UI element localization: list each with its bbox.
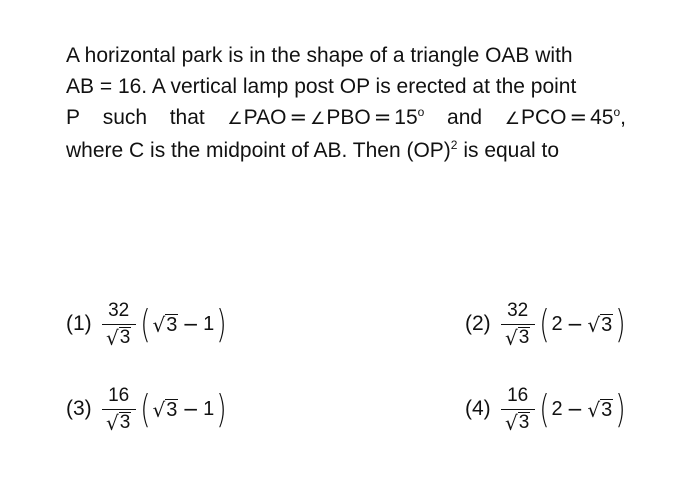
fraction-bar bbox=[501, 324, 535, 325]
sqrt-symbol: √ bbox=[106, 326, 119, 350]
equals-1: = bbox=[289, 105, 308, 129]
value-45: 45 bbox=[590, 106, 614, 129]
angle-symbol-2: ∠ bbox=[310, 109, 326, 129]
word-such: such bbox=[102, 106, 148, 129]
right-paren: ) bbox=[216, 302, 227, 346]
question-line-3 bbox=[66, 102, 626, 135]
term-two: 2 bbox=[551, 397, 563, 420]
sqrt-three: √ 3 bbox=[152, 312, 178, 337]
option-4-expression bbox=[537, 387, 628, 431]
option-2-label: (2) bbox=[465, 312, 491, 335]
option-2-fraction bbox=[501, 300, 535, 348]
minus-sign: − bbox=[182, 312, 200, 336]
comma: , bbox=[620, 106, 626, 129]
sqrt-symbol: √ bbox=[505, 326, 518, 350]
left-paren: ( bbox=[538, 387, 550, 431]
option-4-label: (4) bbox=[465, 397, 491, 420]
angle-symbol-3: ∠ bbox=[504, 109, 520, 129]
fraction-bar bbox=[102, 324, 136, 325]
question-text bbox=[66, 40, 646, 166]
degree-2: o bbox=[613, 105, 621, 119]
angle-pao: PAO bbox=[243, 106, 287, 129]
left-paren: ( bbox=[139, 387, 151, 431]
word-p: P bbox=[66, 106, 81, 129]
option-1-label: (1) bbox=[66, 312, 92, 335]
equals-2: = bbox=[373, 105, 392, 129]
term-one: 1 bbox=[203, 312, 215, 335]
right-paren: ) bbox=[615, 387, 626, 431]
equals-3: = bbox=[569, 105, 588, 129]
right-paren: ) bbox=[216, 387, 227, 431]
left-paren: ( bbox=[139, 302, 151, 346]
option-1-numerator: 32 bbox=[108, 300, 130, 321]
right-paren: ) bbox=[615, 302, 626, 346]
option-2-denominator: √ 3 bbox=[505, 326, 530, 350]
degree-1: o bbox=[417, 105, 425, 119]
minus-sign: − bbox=[566, 397, 584, 421]
option-1[interactable] bbox=[66, 300, 229, 348]
option-4[interactable] bbox=[465, 385, 628, 433]
angle-equation-1 bbox=[227, 102, 424, 135]
option-3-label: (3) bbox=[66, 397, 92, 420]
question-line-4 bbox=[66, 135, 646, 166]
term-two: 2 bbox=[551, 312, 563, 335]
option-3-expression bbox=[138, 387, 229, 431]
exponent-2: 2 bbox=[450, 138, 458, 152]
sqrt-three: √ 3 bbox=[152, 397, 178, 422]
option-3[interactable] bbox=[66, 385, 229, 433]
option-2-expression bbox=[537, 302, 628, 346]
line4-text: where C is the midpoint of AB. Then (OP) bbox=[66, 139, 451, 162]
left-paren: ( bbox=[538, 302, 550, 346]
sqrt-three: √ 3 bbox=[587, 312, 613, 337]
option-1-denominator: √ 3 bbox=[106, 326, 131, 350]
minus-sign: − bbox=[182, 397, 200, 421]
question-line-2: AB = 16. A vertical lamp post OP is erected at the point bbox=[66, 75, 577, 98]
fraction-bar bbox=[501, 409, 535, 410]
term-one: 1 bbox=[203, 397, 215, 420]
option-3-fraction bbox=[102, 385, 136, 433]
angle-pbo: PBO bbox=[326, 106, 371, 129]
value-15: 15 bbox=[394, 106, 418, 129]
word-that: that bbox=[169, 106, 205, 129]
line4-end: is equal to bbox=[457, 139, 560, 162]
option-4-fraction bbox=[501, 385, 535, 433]
angle-pco: PCO bbox=[520, 106, 567, 129]
option-1-fraction bbox=[102, 300, 136, 348]
sqrt-three: √ 3 bbox=[587, 397, 613, 422]
minus-sign: − bbox=[566, 312, 584, 336]
angle-equation-2 bbox=[505, 102, 626, 135]
option-3-denominator: √ 3 bbox=[106, 411, 131, 435]
fraction-bar bbox=[102, 409, 136, 410]
sqrt-symbol: √ bbox=[106, 411, 119, 435]
option-1-expression bbox=[138, 302, 229, 346]
option-2-numerator: 32 bbox=[507, 300, 529, 321]
word-and: and bbox=[447, 106, 483, 129]
option-4-numerator: 16 bbox=[507, 385, 529, 406]
sqrt-symbol: √ bbox=[505, 411, 518, 435]
option-2[interactable] bbox=[465, 300, 628, 348]
question-line-1: A horizontal park is in the shape of a triangle OAB with bbox=[66, 44, 573, 67]
option-4-denominator: √ 3 bbox=[505, 411, 530, 435]
angle-symbol-1: ∠ bbox=[227, 109, 243, 129]
option-3-numerator: 16 bbox=[108, 385, 130, 406]
